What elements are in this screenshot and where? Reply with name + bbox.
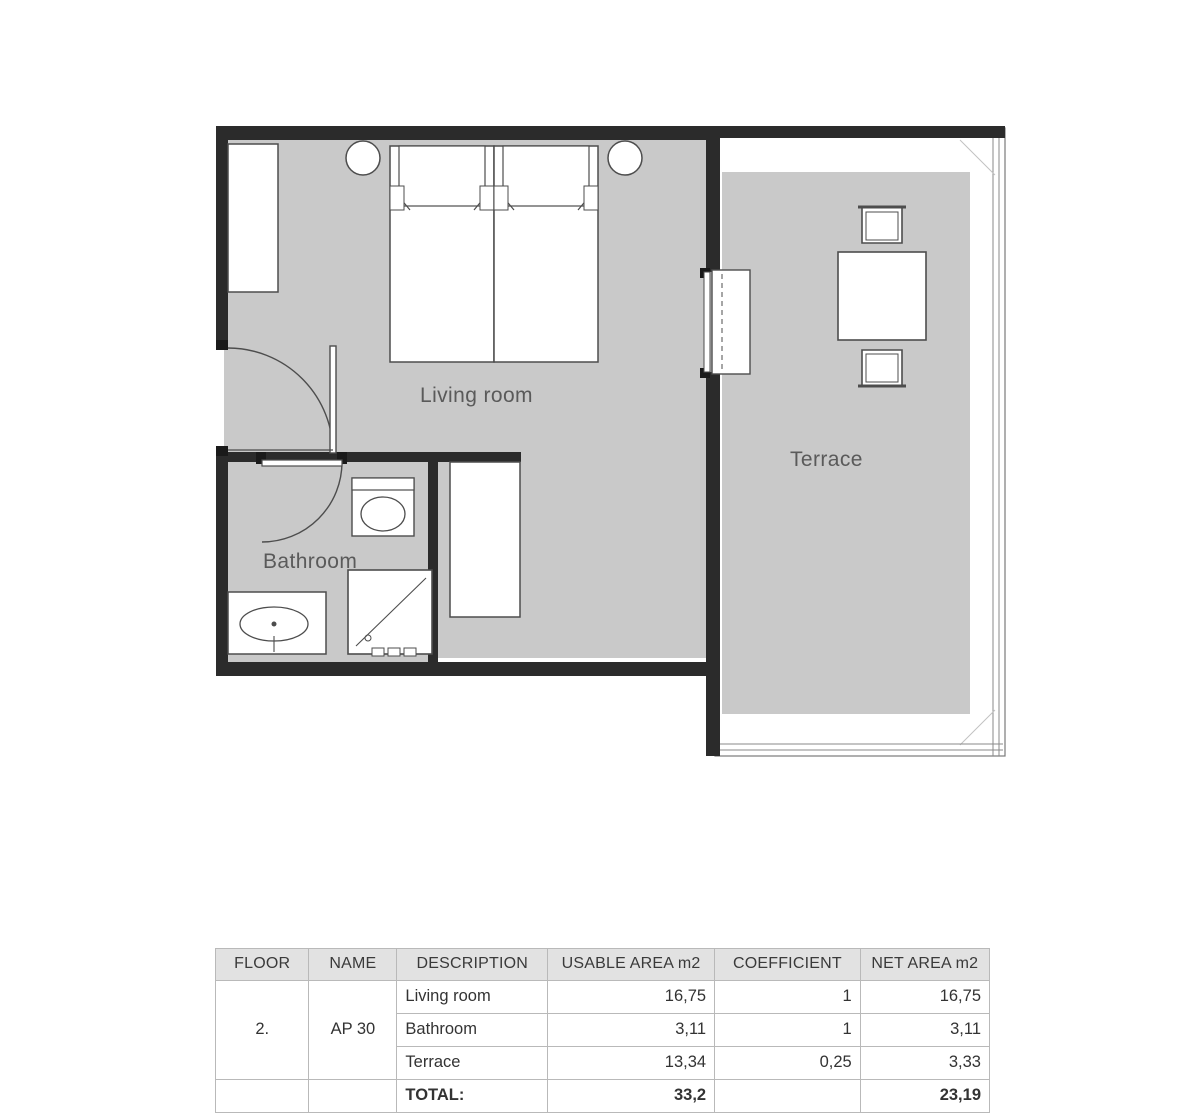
cell-name [309, 1047, 397, 1080]
table-row [216, 1047, 990, 1080]
bed-left [390, 146, 494, 362]
header-net-area: NET AREA m2 [860, 949, 989, 981]
cell-name [309, 981, 397, 1014]
terrace-area [715, 126, 1005, 756]
header-floor: FLOOR [216, 949, 309, 981]
area-table [215, 948, 990, 1113]
cell-description: Terrace [397, 1047, 548, 1080]
cell-floor-empty [216, 1080, 309, 1113]
cell-total-net-area: 23,19 [860, 1080, 989, 1113]
cell-floor [216, 1047, 309, 1080]
cell-description: Living room [397, 981, 548, 1014]
cell-total-usable-area: 33,2 [548, 1080, 715, 1113]
cell-usable-area: 13,34 [548, 1047, 715, 1080]
header-coefficient: COEFFICIENT [715, 949, 861, 981]
table-row [216, 981, 990, 1014]
header-description: DESCRIPTION [397, 949, 548, 981]
nightstand-left [346, 141, 380, 175]
shower [348, 570, 432, 656]
cell-coefficient: 1 [715, 981, 861, 1014]
cell-net-area: 3,11 [860, 1014, 989, 1047]
cell-name-empty [309, 1080, 397, 1113]
wardrobe [228, 144, 278, 292]
cell-usable-area: 3,11 [548, 1014, 715, 1047]
cell-floor [216, 981, 309, 1014]
cell-net-area: 3,33 [860, 1047, 989, 1080]
sliding-door [700, 268, 750, 378]
kitchen-unit [450, 462, 520, 617]
cell-description: Bathroom [397, 1014, 548, 1047]
cell-total-coefficient [715, 1080, 861, 1113]
table-total-row [216, 1080, 990, 1113]
cell-coefficient: 1 [715, 1014, 861, 1047]
cell-total-label: TOTAL: [397, 1080, 548, 1113]
cell-usable-area: 16,75 [548, 981, 715, 1014]
nightstand-right [608, 141, 642, 175]
sink [228, 592, 326, 654]
room-label-living-room: Living room [420, 384, 533, 407]
cell-floor: 2. [216, 1014, 309, 1047]
table-header-row [216, 949, 990, 981]
cell-name: AP 30 [309, 1014, 397, 1047]
cell-net-area: 16,75 [860, 981, 989, 1014]
table-row [216, 1014, 990, 1047]
bed-right [494, 146, 598, 362]
room-label-terrace: Terrace [790, 448, 863, 471]
header-usable-area: USABLE AREA m2 [548, 949, 715, 981]
room-label-bathroom: Bathroom [263, 550, 358, 573]
header-name: NAME [309, 949, 397, 981]
cell-coefficient: 0,25 [715, 1047, 861, 1080]
toilet [352, 478, 414, 536]
